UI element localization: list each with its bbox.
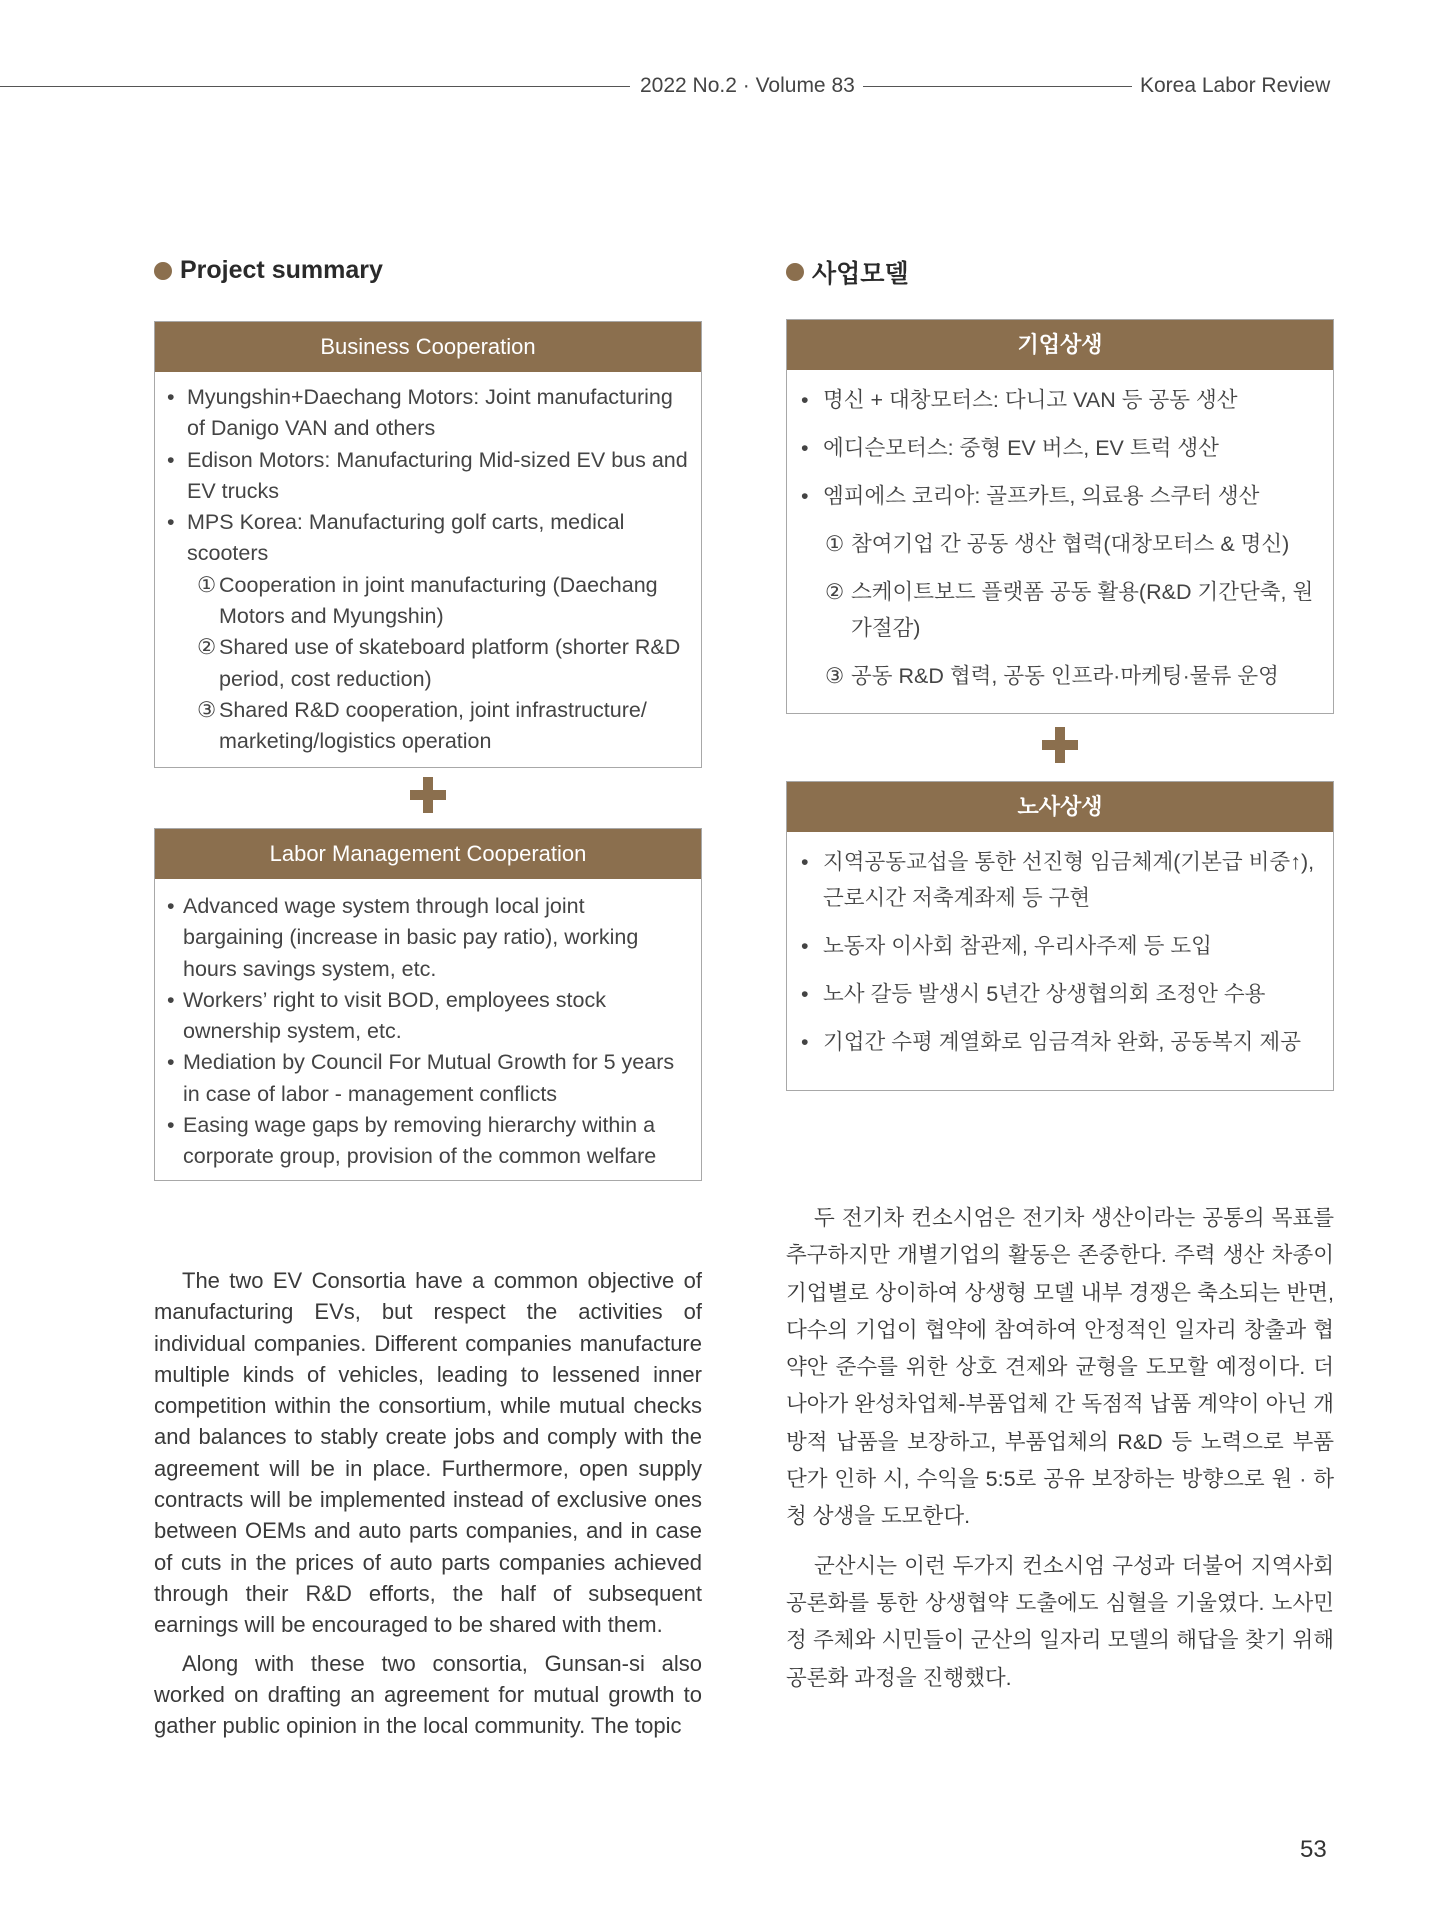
list-item: • 엠피에스 코리아: 골프카트, 의료용 스쿠터 생산	[801, 484, 1260, 508]
labor-cooperation-title-ko: 노사상생	[787, 782, 1333, 832]
list-item: ② 스케이트보드 플랫폼 공동 활용(R&D 기간단축, 원가절감)	[825, 580, 1314, 640]
list-item: ③ 공동 R&D 협력, 공동 인프라·마케팅·물류 운영	[825, 664, 1279, 688]
plus-icon	[410, 777, 446, 813]
business-cooperation-title-ko: 기업상생	[787, 320, 1333, 370]
business-cooperation-list-en	[155, 372, 701, 766]
list-item: ② Shared use of skateboard platform (shorter R&D period, cost reduction)	[197, 635, 681, 691]
page-number: 53	[1300, 1836, 1327, 1863]
business-cooperation-box-en	[154, 321, 702, 768]
left-section-title-text: Project summary	[180, 256, 383, 284]
paragraph: The two EV Consortia have a common objective of manufacturing EVs, but respect the activities of individual companies. Different companies manufacture multiple kinds of vehicles, leading to lessened inner competition within the consortium, while mutual checks and balances to stably create jobs and comply with the agreement will be in place. Furthermore, open supply contracts will be implemented instead of exclusive ones between OEMs and auto parts companies, and in case of cuts in the prices of auto parts companies achieved through their R&D efforts, the half of subsequent earnings will be encouraged to be shared with them.	[154, 1268, 702, 1638]
labor-cooperation-box-en	[154, 828, 702, 1181]
body-text-ko	[786, 1200, 1334, 1709]
right-section-title-text: 사업모델	[812, 260, 909, 288]
header-rule-left	[0, 86, 630, 87]
list-item: ③ Shared R&D cooperation, joint infrastructure/ marketing/logistics operation	[197, 697, 647, 754]
labor-cooperation-title-en: Labor Management Cooperation	[155, 829, 701, 879]
list-item: • 명신 + 대창모터스: 다니고 VAN 등 공동 생산	[801, 388, 1238, 412]
list-item: • Edison Motors: Manufacturing Mid-sized EV bus and EV trucks	[167, 447, 688, 503]
business-cooperation-list-ko	[787, 370, 1333, 704]
paragraph: 두 전기차 컨소시엄은 전기차 생산이라는 공통의 목표를 추구하지만 개별기업의 활동은 존중한다. 주력 생산 차종이 기업별로 상이하여 상생형 모델 내부 경쟁은 축소되는 반면, 다수의 기업이 협약에 참여하여 안정적인 일자리 창출과 협약안 준수를 위한 상호 견제와 균형을 도모할 예정이다. 더 나아가 완성차업체-부품업체 간 독점적 납품 계약이 아닌 개방적 납품을 보장하고, 부품업체의 R&D 등 노력으로 부품단가 인하 시, 수익을 5:5로 공유 보장하는 방향으로 원 · 하청 상생을 도모한다.	[786, 1206, 1334, 1529]
list-item: • 노사 갈등 발생시 5년간 상생협의회 조정안 수용	[801, 982, 1266, 1006]
list-item: • Workers’ right to visit BOD, employees stock ownership system, etc.	[167, 987, 606, 1044]
paragraph: Along with these two consortia, Gunsan-si also worked on drafting an agreement for mutual growth to gather public opinion in the local community. The topic	[154, 1650, 702, 1739]
list-item: ① 참여기업 간 공동 생산 협력(대창모터스 & 명신)	[825, 532, 1290, 556]
right-section-title	[786, 254, 909, 290]
list-item: • 에디슨모터스: 중형 EV 버스, EV 트럭 생산	[801, 436, 1219, 460]
header-issue: 2022 No.2 · Volume 83	[632, 73, 863, 99]
plus-icon	[1042, 727, 1078, 763]
labor-cooperation-box-ko	[786, 781, 1334, 1091]
paragraph: 군산시는 이런 두가지 컨소시엄 구성과 더불어 지역사회 공론화를 통한 상생협약 도출에도 심혈을 기울였다. 노사민정 주체와 시민들이 군산의 일자리 모델의 해답을 찾기 위해 공론화 과정을 진행했다.	[786, 1553, 1334, 1690]
business-cooperation-title-en: Business Cooperation	[155, 322, 701, 372]
labor-cooperation-list-ko	[787, 832, 1333, 1070]
list-item: • Mediation by Council For Mutual Growth for 5 years in case of labor - management conflicts	[167, 1050, 675, 1106]
list-item: • 기업간 수평 계열화로 임금격차 완화, 공동복지 제공	[801, 1030, 1301, 1054]
labor-cooperation-list-en	[155, 879, 701, 1181]
list-item: • Advanced wage system through local joint bargaining (increase in basic pay ratio), working hours savings system, etc.	[167, 894, 639, 981]
list-item: ① Cooperation in joint manufacturing (Daechang Motors and Myungshin)	[197, 572, 658, 629]
list-item: • 지역공동교섭을 통한 선진형 임금체계(기본급 비중↑), 근로시간 저축계좌제 등 구현	[801, 850, 1315, 910]
list-item: • Myungshin+Daechang Motors: Joint manufacturing of Danigo VAN and others	[167, 385, 673, 441]
body-text-en	[154, 1265, 702, 1748]
header-rule-mid	[855, 86, 1135, 87]
business-cooperation-box-ko	[786, 319, 1334, 714]
bullet-dot-icon	[786, 263, 804, 281]
list-item: • 노동자 이사회 참관제, 우리사주제 등 도입	[801, 934, 1212, 958]
bullet-dot-icon	[154, 262, 172, 280]
left-section-title	[154, 256, 383, 285]
list-item: • Easing wage gaps by removing hierarchy within a corporate group, provision of the common welfare	[167, 1113, 657, 1169]
list-item: • MPS Korea: Manufacturing golf carts, medical scooters	[167, 510, 625, 566]
header-journal: Korea Labor Review	[1132, 73, 1338, 99]
